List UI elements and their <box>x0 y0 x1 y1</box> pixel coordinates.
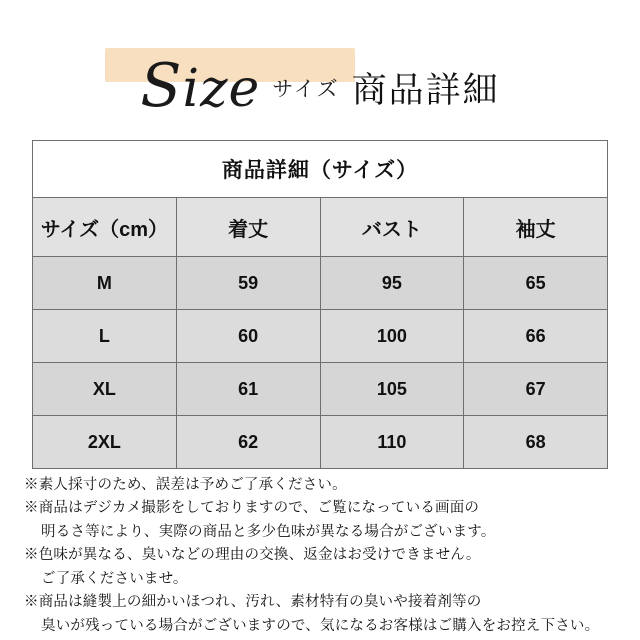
cell-length: 60 <box>176 310 320 363</box>
page-title-japanese: 商品詳細 <box>351 71 500 110</box>
table-row <box>33 363 608 416</box>
page-title-size <box>140 51 261 121</box>
column-header-size: サイズ（cm） <box>33 198 177 257</box>
cell-sleeve: 68 <box>464 416 608 469</box>
title-size-rest: ize <box>182 59 261 119</box>
table-caption: 商品詳細（サイズ） <box>33 141 608 198</box>
cell-size: L <box>33 310 177 363</box>
title-capital-s: S <box>140 51 183 121</box>
cell-bust: 100 <box>320 310 464 363</box>
size-table-wrapper <box>32 140 608 469</box>
table-row <box>33 310 608 363</box>
page-header <box>0 0 640 120</box>
size-table <box>32 140 608 469</box>
column-header-sleeve: 袖丈 <box>464 198 608 257</box>
cell-size: M <box>33 257 177 310</box>
table-header-row <box>33 198 608 257</box>
note-line: ※素人採寸のため、誤差は予めご了承ください。 <box>24 477 347 493</box>
table-caption-row <box>33 141 608 198</box>
column-header-bust: バスト <box>320 198 464 257</box>
cell-size: XL <box>33 363 177 416</box>
cell-sleeve: 67 <box>464 363 608 416</box>
cell-length: 62 <box>176 416 320 469</box>
cell-bust: 95 <box>320 257 464 310</box>
note-line: ※商品は縫製上の細かいほつれ、汚れ、素材特有の臭いや接着剤等の <box>24 594 482 611</box>
page-title-kana: サイズ <box>272 78 340 101</box>
note-line: ※商品はデジカメ撮影をしておりますので、ご覧になっている画面の <box>24 500 480 517</box>
note-line: 明るさ等により、実際の商品と多少色味が異なる場合がございます。 <box>41 523 496 540</box>
header-title-group <box>0 51 640 121</box>
cell-size: 2XL <box>33 416 177 469</box>
table-row <box>33 257 608 310</box>
note-line: ご了承くださいませ。 <box>41 570 188 587</box>
table-row <box>33 416 608 469</box>
cell-bust: 105 <box>320 363 464 416</box>
cell-length: 59 <box>176 257 320 310</box>
cell-sleeve: 66 <box>464 310 608 363</box>
cell-sleeve: 65 <box>464 257 608 310</box>
note-line: ※色味が異なる、臭いなどの理由の交換、返金はお受けできません。 <box>24 547 481 564</box>
notes-block <box>24 474 626 638</box>
note-line: 臭いが残っている場合がございますので、気になるお客様はご購入をお控え下さい。 <box>41 617 600 634</box>
cell-bust: 110 <box>320 416 464 469</box>
column-header-length: 着丈 <box>176 198 320 257</box>
cell-length: 61 <box>176 363 320 416</box>
